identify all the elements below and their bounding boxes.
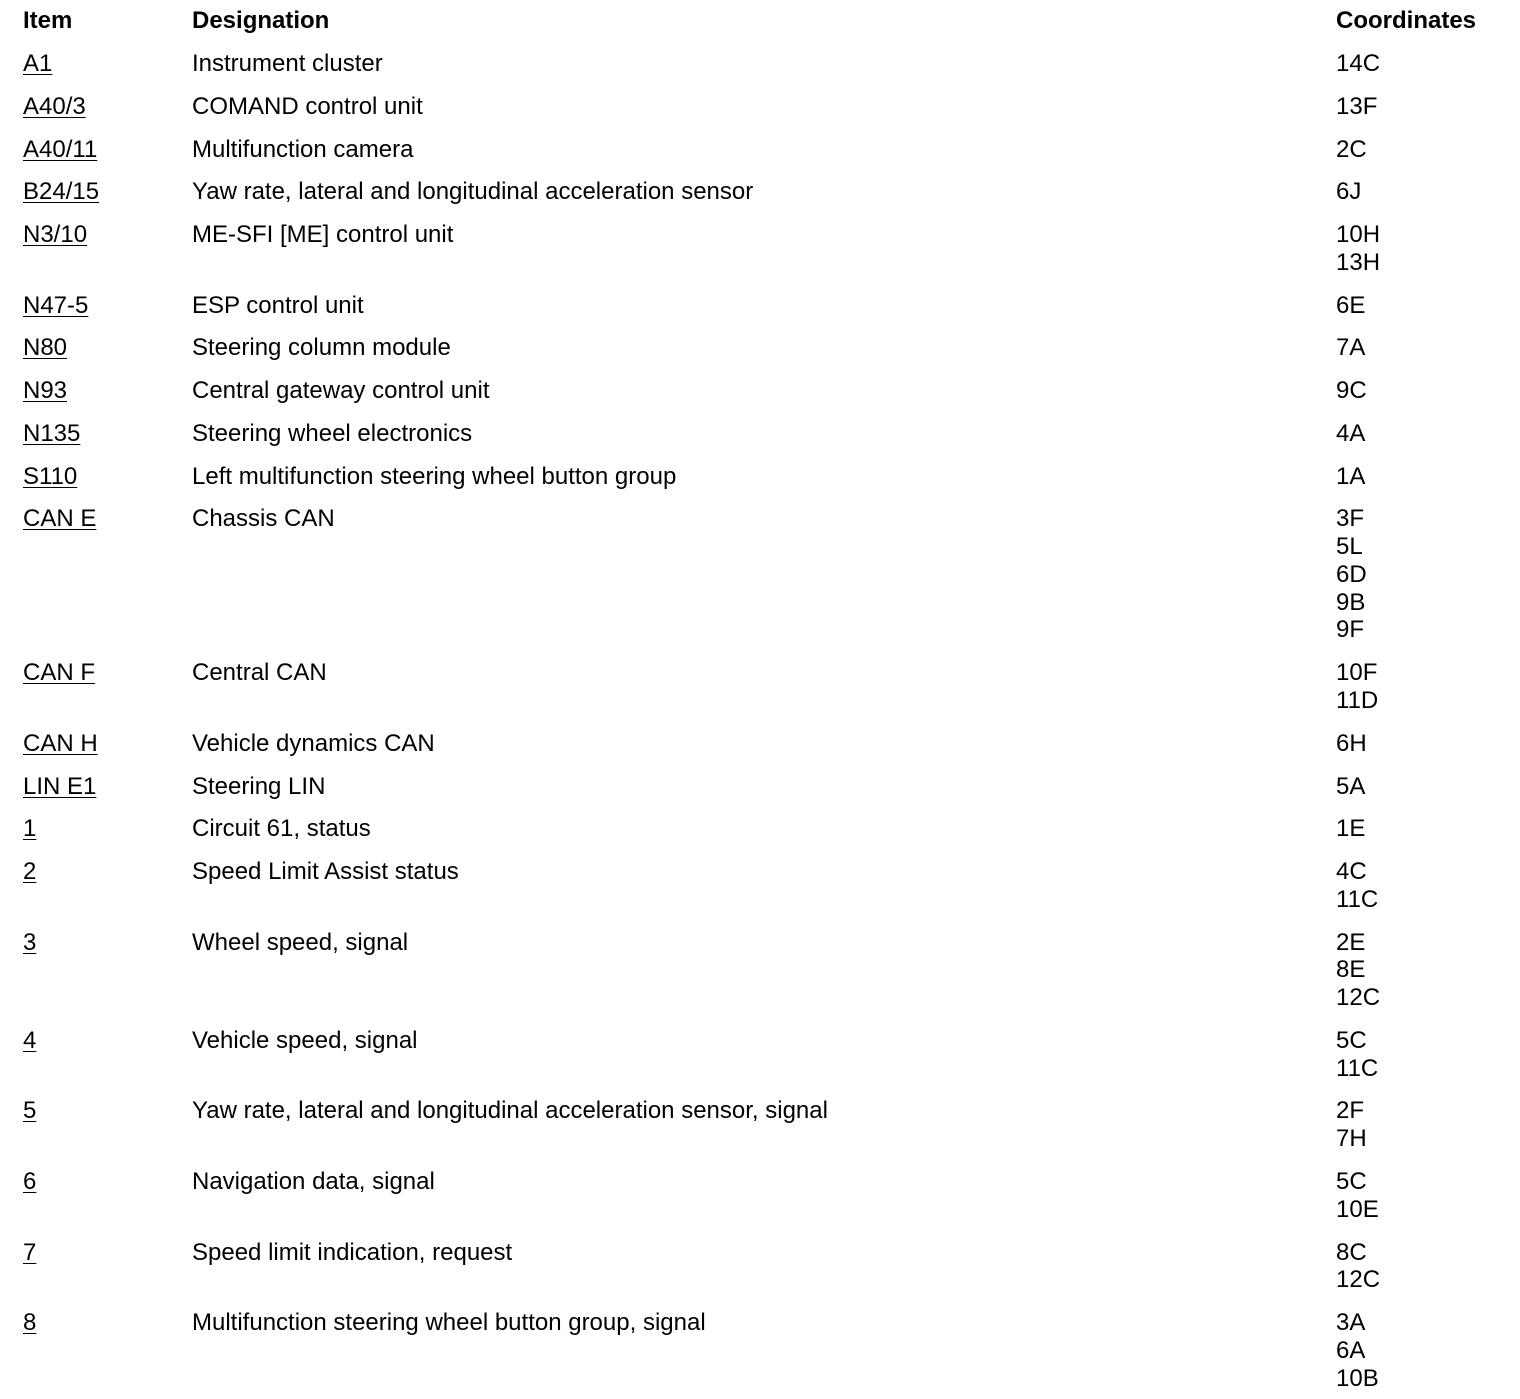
table-body bbox=[0, 42, 1520, 1399]
coordinate-value: 13H bbox=[1336, 248, 1381, 276]
coordinate-value: 3F bbox=[1336, 505, 1365, 533]
coordinates-cell bbox=[1336, 1239, 1380, 1295]
coordinates-cell bbox=[1336, 730, 1367, 758]
coordinate-value: 10E bbox=[1336, 1195, 1379, 1223]
coordinate-value: 2C bbox=[1336, 135, 1367, 163]
coordinate-value: 6H bbox=[1336, 729, 1367, 757]
coordinate-value: 7H bbox=[1336, 1125, 1367, 1153]
table-row bbox=[0, 1160, 1520, 1231]
coordinates-cell bbox=[1336, 50, 1380, 78]
designation-text: Central gateway control unit bbox=[192, 377, 490, 405]
designation-text: Yaw rate, lateral and longitudinal acceleration sensor, signal bbox=[192, 1097, 828, 1125]
coordinate-value: 2E bbox=[1336, 928, 1366, 956]
coordinates-cell bbox=[1336, 773, 1365, 801]
coordinates-cell bbox=[1336, 334, 1365, 362]
coordinate-value: 11D bbox=[1336, 687, 1379, 715]
item-link[interactable]: 8 bbox=[23, 1309, 37, 1337]
coordinates-cell bbox=[1336, 1027, 1378, 1083]
table-row bbox=[0, 85, 1520, 128]
table-row bbox=[0, 170, 1520, 213]
coordinate-value: 2F bbox=[1336, 1097, 1365, 1125]
item-link[interactable]: N135 bbox=[23, 419, 81, 447]
coordinates-cell bbox=[1336, 858, 1378, 914]
table-row bbox=[0, 765, 1520, 808]
coordinate-value: 10B bbox=[1336, 1364, 1379, 1392]
coordinate-value: 5C bbox=[1336, 1168, 1367, 1196]
header-item: Item bbox=[23, 7, 73, 34]
coordinate-value: 14C bbox=[1336, 50, 1381, 77]
coordinate-value: 5L bbox=[1336, 533, 1363, 561]
coordinate-value: 5C bbox=[1336, 1026, 1367, 1054]
table-row bbox=[0, 497, 1520, 651]
item-link[interactable]: A1 bbox=[23, 50, 53, 77]
coordinates-cell bbox=[1336, 505, 1367, 644]
coordinate-value: 10H bbox=[1336, 221, 1381, 248]
coordinate-value: 11C bbox=[1336, 1054, 1379, 1082]
coordinate-value: 6E bbox=[1336, 291, 1366, 319]
table-row bbox=[0, 651, 1520, 722]
item-link[interactable]: 6 bbox=[23, 1168, 37, 1196]
designation-text: Steering column module bbox=[192, 334, 451, 362]
item-link[interactable]: 5 bbox=[23, 1097, 37, 1125]
item-link[interactable]: CAN H bbox=[23, 729, 98, 757]
table-row bbox=[0, 921, 1520, 1019]
coordinate-value: 7A bbox=[1336, 334, 1366, 362]
coordinates-cell bbox=[1336, 221, 1380, 277]
designation-text: Steering wheel electronics bbox=[192, 419, 473, 447]
coordinate-value: 8E bbox=[1336, 956, 1366, 984]
table-row bbox=[0, 213, 1520, 284]
item-link[interactable]: N93 bbox=[23, 377, 68, 405]
coordinate-value: 10F bbox=[1336, 659, 1378, 687]
coordinate-value: 6J bbox=[1336, 178, 1362, 206]
table-row bbox=[0, 369, 1520, 412]
table-row bbox=[0, 326, 1520, 369]
table-row bbox=[0, 128, 1520, 171]
coordinate-value: 5A bbox=[1336, 772, 1366, 800]
table-row bbox=[0, 284, 1520, 327]
coordinates-cell bbox=[1336, 463, 1365, 491]
table-row bbox=[0, 42, 1520, 85]
item-link[interactable]: CAN F bbox=[23, 659, 95, 687]
item-link[interactable]: S110 bbox=[23, 462, 78, 490]
table-row bbox=[0, 850, 1520, 921]
table-row bbox=[0, 412, 1520, 455]
coordinate-value: 13F bbox=[1336, 92, 1378, 120]
item-link[interactable]: B24/15 bbox=[23, 178, 100, 206]
designation-text: Speed limit indication, request bbox=[192, 1238, 513, 1266]
table-row bbox=[0, 1019, 1520, 1090]
designation-text: Navigation data, signal bbox=[192, 1168, 435, 1196]
coordinate-value: 9F bbox=[1336, 616, 1365, 644]
coordinate-value: 9B bbox=[1336, 588, 1366, 616]
item-link[interactable]: 3 bbox=[23, 928, 37, 956]
table-header bbox=[0, 0, 1520, 42]
coordinate-value: 9C bbox=[1336, 377, 1367, 405]
coordinate-value: 1A bbox=[1336, 462, 1366, 490]
designation-text: COMAND control unit bbox=[192, 92, 423, 120]
table-row bbox=[0, 1089, 1520, 1160]
coordinate-value: 6D bbox=[1336, 560, 1367, 588]
coordinate-value: 4A bbox=[1336, 419, 1366, 447]
coordinates-cell bbox=[1336, 292, 1365, 320]
table-row bbox=[0, 722, 1520, 765]
coordinates-cell bbox=[1336, 93, 1377, 121]
item-link[interactable]: N80 bbox=[23, 334, 68, 362]
coordinates-cell bbox=[1336, 1309, 1379, 1392]
item-link[interactable]: A40/3 bbox=[23, 92, 86, 120]
coordinate-value: 12C bbox=[1336, 1266, 1381, 1294]
coordinates-cell bbox=[1336, 377, 1367, 405]
header-designation: Designation bbox=[192, 7, 330, 34]
item-link[interactable]: 4 bbox=[23, 1026, 37, 1054]
designation-text: Instrument cluster bbox=[192, 50, 383, 77]
coordinates-cell bbox=[1336, 178, 1361, 206]
table-row bbox=[0, 1231, 1520, 1302]
coordinates-cell bbox=[1336, 1097, 1367, 1153]
table-row bbox=[0, 807, 1520, 850]
item-link[interactable]: N3/10 bbox=[23, 221, 88, 248]
designation-text: Vehicle speed, signal bbox=[192, 1026, 418, 1054]
designation-text: Left multifunction steering wheel button group bbox=[192, 462, 677, 490]
designation-text: Circuit 61, status bbox=[192, 815, 371, 843]
coordinate-value: 6A bbox=[1336, 1336, 1366, 1364]
table-row bbox=[0, 455, 1520, 498]
designation-text: Vehicle dynamics CAN bbox=[192, 729, 435, 757]
designation-text: Yaw rate, lateral and longitudinal acceleration sensor bbox=[192, 178, 754, 206]
coordinate-value: 12C bbox=[1336, 984, 1381, 1012]
coordinates-cell bbox=[1336, 929, 1380, 1012]
item-link[interactable]: A40/11 bbox=[23, 135, 98, 163]
designation-text: ESP control unit bbox=[192, 291, 364, 319]
coordinates-cell bbox=[1336, 136, 1367, 164]
coordinates-cell bbox=[1336, 815, 1365, 843]
item-link[interactable]: 1 bbox=[23, 815, 37, 843]
coordinates-cell bbox=[1336, 420, 1365, 448]
designation-text: Multifunction camera bbox=[192, 135, 414, 163]
coordinates-cell bbox=[1336, 659, 1378, 715]
coordinate-value: 11C bbox=[1336, 885, 1379, 913]
designation-text: Multifunction steering wheel button group, signal bbox=[192, 1309, 706, 1337]
designation-text: ME-SFI [ME] control unit bbox=[192, 221, 454, 248]
designation-text: Speed Limit Assist status bbox=[192, 858, 459, 886]
coordinate-value: 4C bbox=[1336, 858, 1367, 886]
coordinates-cell bbox=[1336, 1168, 1379, 1224]
item-link[interactable]: N47-5 bbox=[23, 291, 89, 319]
coordinate-value: 3A bbox=[1336, 1309, 1366, 1337]
coordinate-value: 8C bbox=[1336, 1238, 1367, 1266]
designation-text: Steering LIN bbox=[192, 772, 326, 800]
item-link[interactable]: 7 bbox=[23, 1238, 37, 1266]
header-coordinates: Coordinates bbox=[1336, 7, 1477, 34]
item-link[interactable]: CAN E bbox=[23, 505, 97, 533]
table-row bbox=[0, 1301, 1520, 1399]
designation-text: Chassis CAN bbox=[192, 505, 335, 533]
coordinate-value: 1E bbox=[1336, 815, 1366, 843]
designation-text: Wheel speed, signal bbox=[192, 928, 409, 956]
item-link[interactable]: 2 bbox=[23, 858, 37, 886]
designation-text: Central CAN bbox=[192, 659, 327, 687]
item-link[interactable]: LIN E1 bbox=[23, 772, 97, 800]
